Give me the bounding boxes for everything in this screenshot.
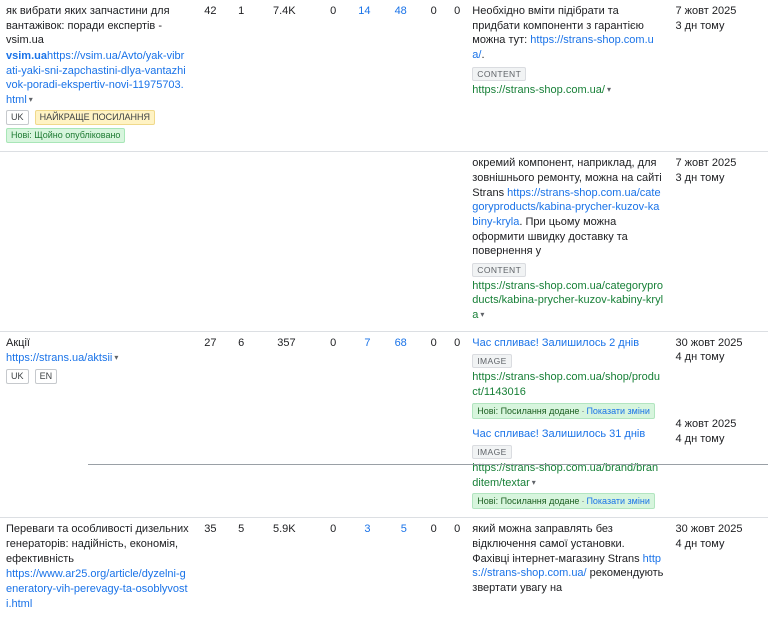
row-dr xyxy=(195,152,223,331)
anchor-tail: рекомендують звертати увагу на xyxy=(472,567,663,594)
row-date-relative: 4 дн тому xyxy=(676,537,763,552)
row-badges xyxy=(6,369,189,384)
anchor-divider xyxy=(472,419,663,427)
row-title: як вибрати яких запчастини для вантажівок: поради експертів - vsim.ua xyxy=(6,4,189,48)
row-ur xyxy=(222,152,250,331)
row-nofollow: 0 xyxy=(413,331,443,518)
anchor-date-relative: 4 дн тому xyxy=(676,432,763,447)
row-ur: 6 xyxy=(222,331,250,518)
row-domains[interactable]: 68 xyxy=(376,331,412,518)
new-published-badge: Нові: Щойно опубліковано xyxy=(6,128,125,143)
target-url-link[interactable]: https://strans-shop.com.ua/ xyxy=(472,84,605,96)
row-date-relative: 3 дн тому xyxy=(676,171,763,186)
table-row[interactable] xyxy=(0,518,768,619)
row-url-cell[interactable] xyxy=(0,518,195,619)
row-traffic: 5.9K xyxy=(250,518,301,619)
row-date-cell xyxy=(670,152,768,331)
row-ugc: 0 xyxy=(443,518,467,619)
row-keywords: 0 xyxy=(302,0,343,152)
row-ugc xyxy=(443,152,467,331)
row-links[interactable]: 3 xyxy=(342,518,376,619)
row-nofollow: 0 xyxy=(413,518,443,619)
row-url-cell xyxy=(0,152,195,331)
row-date-cell xyxy=(670,331,768,518)
anchor-date: 4 жовт 2025 xyxy=(676,418,737,430)
chevron-down-icon[interactable]: ▾ xyxy=(29,96,33,104)
row-traffic xyxy=(250,152,301,331)
chevron-down-icon[interactable]: ▾ xyxy=(480,311,484,319)
row-ugc: 0 xyxy=(443,331,467,518)
pill-separator: · xyxy=(581,406,584,416)
chevron-down-icon[interactable]: ▾ xyxy=(607,86,611,94)
row-url-domain: vsim.ua xyxy=(6,50,47,62)
anchor-text xyxy=(472,522,663,595)
image-tag: IMAGE xyxy=(472,445,511,459)
row-date-relative: 4 дн тому xyxy=(676,350,763,365)
table-row[interactable] xyxy=(0,152,768,331)
row-badges xyxy=(6,110,189,125)
target-url-link[interactable]: https://strans-shop.com.ua/brand/branditem/textar xyxy=(472,462,658,489)
row-date: 30 жовт 2025 xyxy=(676,523,743,535)
row-keywords: 0 xyxy=(302,331,343,518)
row-url-cell[interactable] xyxy=(0,0,195,152)
row-domains xyxy=(376,152,412,331)
row-nofollow: 0 xyxy=(413,0,443,152)
lang-badge-uk: UK xyxy=(6,369,29,384)
row-links[interactable]: 14 xyxy=(342,0,376,152)
row-anchor-cell xyxy=(466,518,669,619)
row-traffic: 357 xyxy=(250,331,301,518)
row-traffic: 7.4K xyxy=(250,0,301,152)
row-date: 7 жовт 2025 xyxy=(676,5,737,17)
anchor-surrounding-text: Необхідно вміти підібрати та придбати компоненти з гарантією можна тут: xyxy=(472,5,644,46)
row-dr: 42 xyxy=(195,0,223,152)
row-date-cell xyxy=(670,518,768,619)
chevron-down-icon[interactable]: ▾ xyxy=(532,479,536,487)
row-dr: 27 xyxy=(195,331,223,518)
show-changes-link[interactable]: Показати зміни xyxy=(586,496,649,506)
row-date-relative: 3 дн тому xyxy=(676,19,763,34)
change-pill-wrap xyxy=(472,490,663,509)
row-domains[interactable]: 5 xyxy=(376,518,412,619)
content-tag: CONTENT xyxy=(472,67,526,81)
anchor-type-tag-wrap xyxy=(472,352,663,370)
row-links xyxy=(342,152,376,331)
row-keywords: 0 xyxy=(302,518,343,619)
anchor-text xyxy=(472,4,663,63)
anchor-type-tag-wrap xyxy=(472,261,663,279)
anchor-type-tag-wrap xyxy=(472,65,663,83)
row-ur: 1 xyxy=(222,0,250,152)
anchor-link[interactable]: https://strans-shop.com.ua/ xyxy=(472,553,661,580)
link-added-pill[interactable]: Нові: Посилання додане · Показати зміни xyxy=(472,493,655,509)
row-url-link[interactable] xyxy=(6,50,186,106)
pill-separator: · xyxy=(581,496,584,506)
image-tag: IMAGE xyxy=(472,354,511,368)
anchor-type-tag-wrap xyxy=(472,443,663,461)
anchor-link[interactable]: Час спливає! Залишилось 2 днів xyxy=(472,337,639,349)
table-row[interactable] xyxy=(0,331,768,518)
row-links[interactable]: 7 xyxy=(342,331,376,518)
row-url-path: https://vsim.ua/Avto/yak-vibrati-yaki-sni-zapchastini-dlya-vantazhivok-poradi-ekspertiv-novi-11975703.html xyxy=(6,50,186,106)
row-title: Акції xyxy=(6,336,189,351)
anchor-text xyxy=(472,336,663,351)
row-anchor-cell xyxy=(466,152,669,331)
anchor-link[interactable]: https://strans-shop.com.ua/ xyxy=(472,34,653,61)
anchor-tail: . xyxy=(481,49,484,61)
row-url-link[interactable]: https://strans.ua/aktsii xyxy=(6,352,112,364)
row-title: Переваги та особливості дизельних генераторів: надійність, економія, ефективність xyxy=(6,522,189,566)
target-url-link[interactable]: https://strans-shop.com.ua/categoryproducts/kabina-prycher-kuzov-kabiny-kryla xyxy=(472,280,663,321)
row-dr: 35 xyxy=(195,518,223,619)
link-added-pill[interactable]: Нові: Посилання додане · Показати зміни xyxy=(472,403,655,419)
row-domains[interactable]: 48 xyxy=(376,0,412,152)
anchor-text xyxy=(472,156,663,258)
row-status-badges xyxy=(6,128,189,143)
row-ugc: 0 xyxy=(443,0,467,152)
content-tag: CONTENT xyxy=(472,263,526,277)
best-link-badge: НАЙКРАЩЕ ПОСИЛАННЯ xyxy=(35,110,155,125)
row-url-cell[interactable] xyxy=(0,331,195,518)
lang-badge: UK xyxy=(6,110,29,125)
row-ur: 5 xyxy=(222,518,250,619)
row-keywords xyxy=(302,152,343,331)
anchor-surrounding-text: окремий компонент, наприклад, для зовнішнього ремонту, можна на сайті Strans xyxy=(472,157,661,198)
show-changes-link[interactable]: Показати зміни xyxy=(586,406,649,416)
anchor-text xyxy=(472,427,663,442)
target-url-link[interactable]: https://strans-shop.com.ua/shop/product/1143016 xyxy=(472,371,660,398)
row-url-link[interactable]: https://www.ar25.org/article/dyzelni-generatory-vih-perevagy-ta-osoblyvosti.html xyxy=(6,568,188,609)
lang-badge-en: EN xyxy=(35,369,58,384)
row-date: 30 жовт 2025 xyxy=(676,337,743,349)
anchor-surrounding-text: який можна заправлять без відключення самої установки. Фахівці інтернет-магазину Strans xyxy=(472,523,639,564)
table-row[interactable] xyxy=(0,0,768,152)
row-anchor-cell xyxy=(466,0,669,152)
row-nofollow xyxy=(413,152,443,331)
anchor-link[interactable]: Час спливає! Залишилось 31 днів xyxy=(472,428,645,440)
anchor-link[interactable]: https://strans-shop.com.ua/categoryproducts/kabina-prycher-kuzov-kabiny-kryla xyxy=(472,187,660,228)
change-pill-wrap xyxy=(472,400,663,419)
row-date: 7 жовт 2025 xyxy=(676,157,737,169)
row-anchor-cell xyxy=(466,331,669,518)
anchor-tail: . При цьому можна оформити швидку доставку та повернення у xyxy=(472,216,628,257)
bottom-divider xyxy=(88,464,768,465)
chevron-down-icon[interactable]: ▾ xyxy=(114,354,118,362)
row-date-cell xyxy=(670,0,768,152)
